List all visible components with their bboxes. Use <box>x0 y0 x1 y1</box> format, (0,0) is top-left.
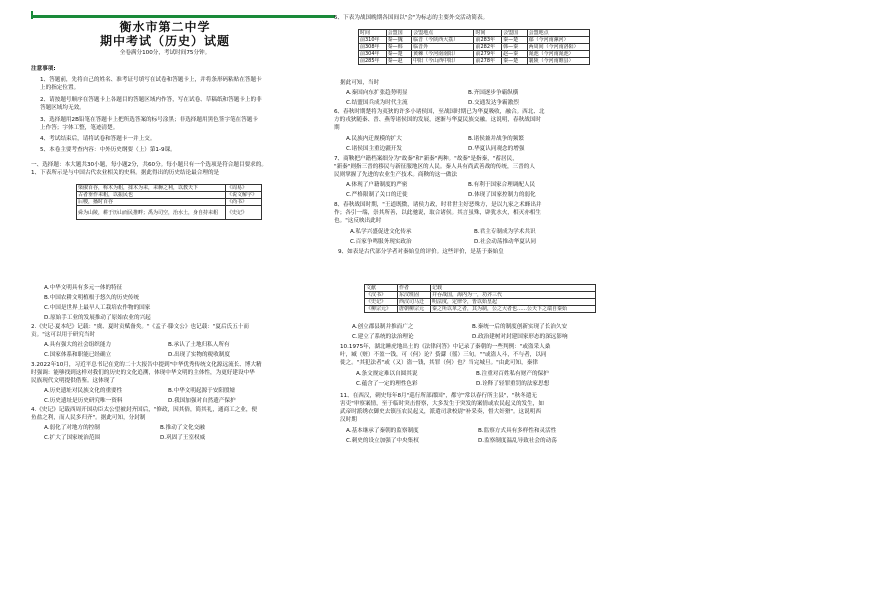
school-title: 衡水市第二中学 <box>119 20 211 34</box>
table-cell: 会盟地点 <box>412 30 474 37</box>
table-cell: 秦—楚 <box>502 58 528 65</box>
option-c: C.严格限制了关口的迁徙 <box>346 192 408 198</box>
question-10-cont: 叶，臧（赃）不盈一钱，可（何）论？赀繇（徭）三旬。""或盗人斗，不与者，以同 <box>340 352 547 358</box>
table-cell: 明法度，定律令，皆以始皇起 <box>431 299 596 306</box>
option-b: B.中华文明起源于安阳殷墟 <box>168 388 236 394</box>
question-8: 8、春秋战国时期，"王道既微，诸侯力政，时君世主好恶殊方，是以九家之术蜂出并 <box>334 202 542 208</box>
table-cell: 渑池（今河南渑池） <box>527 51 589 58</box>
question-6-cont: 期 <box>334 125 340 131</box>
option-b: B.监察方式具有多样性和灵活性 <box>478 428 557 434</box>
option-d: D.体现了国家控制力的弱化 <box>468 192 536 198</box>
exam-info: 全卷满分100分，考试时间75分钟。 <box>119 50 211 56</box>
table-row <box>359 37 590 44</box>
table-row <box>359 30 590 37</box>
table-cell: 前278年 <box>474 58 502 65</box>
notice-line: 5、本卷主要考查内容：中外历史纲要（上）第1-9课。 <box>40 147 176 153</box>
table-cell: 会盟国 <box>502 30 528 37</box>
table-cell: 《汉书》 <box>365 292 398 299</box>
option-a: A.民族内迁规模的扩大 <box>346 136 402 142</box>
option-b: B.中国农耕文明植根于悠久的历史传统 <box>44 295 140 301</box>
exam-title: 期中考试（历史）试题 <box>99 34 230 48</box>
question-6: 6、春秋时期楚将为夷狄的许多小诸侯国，至战国时期已为华夏吸收，融合。西北、北 <box>334 109 545 115</box>
option-d: D.原始手工业的发展推动了原始农业的兴起 <box>44 315 151 321</box>
table-cell: 前283年 <box>474 37 502 44</box>
table-cell: 前304年 <box>359 51 387 58</box>
table-cell: 舜为山陵，耕于历山而民推畔；禹为司空，治水土，身自持耒耜 <box>77 206 226 220</box>
option-c: C.百家争鸣服务现实政治 <box>350 239 412 245</box>
option-d: D.交通发达争霸激烈 <box>468 100 519 106</box>
option-a: A.具有强大的社会组织能力 <box>44 342 112 348</box>
question-7-cont: "新秦"则指三晋的移民与新征服地区的人民。秦人具有尚武善战的传统，三晋的人 <box>334 164 535 170</box>
question-9: 9、如表是古代部分学者对秦始皇的评价。这些评价，是基于秦始皇 <box>338 249 504 255</box>
question-11-cont: 害吏"审察案情，至于临时突击督察，大多发生于突发的案情或农民起义的发生，如 <box>340 401 544 407</box>
table-cell: 文献 <box>365 285 398 292</box>
table-q5 <box>358 29 590 65</box>
table-cell: 韩—秦 <box>502 44 528 51</box>
question-11-cont: 武帝时派绣衣御史去镇压农民起义，派遣司隶校尉"补采奏，督大奸猾"。这说明西 <box>340 409 541 415</box>
option-b: B.齐国逐步争霸纵横 <box>468 90 519 96</box>
table-cell: 前308年 <box>359 44 387 51</box>
table-cell: 会盟地点 <box>527 30 589 37</box>
option-a: A.中华文明具有多元一体的特征 <box>44 285 123 291</box>
table-cell: 会盟国 <box>386 30 412 37</box>
option-a: A.体现了户籍制度的严密 <box>346 182 408 188</box>
table-row <box>77 199 262 206</box>
table-row <box>365 285 596 292</box>
table-cell: 黄棘（今河南南阳） <box>412 51 474 58</box>
option-d: D.我国加强对自然遗产保护 <box>168 398 236 404</box>
notice-line: 3、选择题用2B铅笔在答题卡上把所选答案的标号涂黑；非选择题用黑色签字笔在答题卡 <box>40 117 258 123</box>
table-cell: 《柳宗元》 <box>365 306 398 313</box>
table-cell: 前279年 <box>474 51 502 58</box>
option-c: C.扩大了国家统治范围 <box>44 435 101 441</box>
table-cell: 中阳（今山西中阳） <box>412 58 474 65</box>
table-cell: 《尚书》 <box>226 199 262 206</box>
table-cell: 秦—韩 <box>386 44 412 51</box>
question-4: 4.《史记》记载西周开国功臣太公望被封齐国后，"修政，因其俗，简其礼，通商工之业，便 <box>31 407 258 413</box>
question-3-cont: 时强调：能够找到这样对我们的历史的文化追溯，体现中华文明的主体性，为更好建设中华 <box>31 370 255 376</box>
option-b: B.有利于国家合理调配人民 <box>468 182 536 188</box>
option-b: B.推动了文化交融 <box>160 425 205 431</box>
question-3: 3.2022年10月，习近平总书记在党的二十大报告中提到"中华优秀传统文化源远流长、博大精 <box>31 362 262 368</box>
table-cell: 鄢（今河南漯河） <box>527 37 589 44</box>
option-c: C.历史遗址是历史研究唯一资料 <box>44 398 123 404</box>
notice-line: 上的指定位置。 <box>40 85 80 91</box>
notice-title: 注意事项: <box>31 66 56 72</box>
option-a: A.创立郡县制并推而广之 <box>352 324 414 330</box>
top-bar <box>31 15 335 18</box>
table-cell: 东汉班固 <box>398 292 431 299</box>
question-2-cont: 贡。"这可以用于研究当时 <box>31 332 96 338</box>
table-cell: 唐朝柳宗元 <box>398 306 431 313</box>
option-a: A.秦国向东扩张趋势明显 <box>346 90 408 96</box>
question-1: 1、下表所示是与中国古代农业相关的史料。据此得出的历史结论最合理的是 <box>31 170 220 176</box>
table-cell: 《周易》 <box>226 185 262 192</box>
table-cell: 并吞战国，海内为一，功齐三代 <box>431 292 596 299</box>
table-cell: 西汉司马迁 <box>398 299 431 306</box>
notice-line: 答题区域均无效。 <box>40 105 85 111</box>
table-row <box>365 299 596 306</box>
table-cell: 《史记》 <box>365 299 398 306</box>
option-b: B.秦统一后的制度创新实现了长治久安 <box>472 324 568 330</box>
table-q1 <box>76 184 262 220</box>
table-cell: 作者 <box>398 285 431 292</box>
option-b: B.承认了土地归私人所有 <box>168 342 230 348</box>
option-c: C.建立了系统的法治理论 <box>352 334 414 340</box>
option-c: C.结盟国兵成为时代主流 <box>346 100 408 106</box>
table-q9 <box>364 284 596 313</box>
table-cell: 《说文解字》 <box>226 192 262 199</box>
option-d: D.社会动荡推动华夏认同 <box>474 239 537 245</box>
table-cell: 后稷，播时百谷 <box>77 199 226 206</box>
table-cell: 临晋（今陕西大荔） <box>412 37 474 44</box>
table-row <box>359 58 590 65</box>
question-8-cont: 也。"这反映出此时 <box>334 218 382 224</box>
table-row <box>359 51 590 58</box>
option-a: A.私学兴盛促进文化传承 <box>350 229 412 235</box>
option-b: B.君主专制成为学术共识 <box>474 229 536 235</box>
option-c: C.刺史的设立加强了中央集权 <box>346 438 419 444</box>
table-cell: 秦—魏 <box>386 37 412 44</box>
question-7-cont: 民则掌握了先进的农业生产技术。商鞅的这一做法 <box>334 172 458 178</box>
question-5: 5、下表为战国晚期各国间以"会"为标志的主要外交活动简表。 <box>334 15 489 21</box>
question-7: 7、商鞅把户籍档案细分为"故秦"和"新秦"两种。"故秦"是指秦，"蓄居民， <box>334 156 518 162</box>
table-cell: 时间 <box>359 30 387 37</box>
notice-line: 1、答题前，先将自己的姓名、准考证号填写在试卷和答题卡上，并将条形码粘贴在答题卡 <box>40 77 262 83</box>
notice-line: 4、考试结束后，请将试卷和答题卡一并上交。 <box>40 136 156 142</box>
notice-line: 上作答；字体工整，笔迹清楚。 <box>40 125 119 131</box>
table-cell: 前282年 <box>474 44 502 51</box>
table-cell: 前310年 <box>359 37 387 44</box>
question-8-cont: 作；各引一端，崇其所善，以此驰说，取合诸侯。其言虽殊，辟犹水火，相灭亦相生 <box>334 210 541 216</box>
option-d: D.巩固了王室权威 <box>160 435 206 441</box>
question-10: 10.1975年，湖北睡虎地出土的《法律问答》中记录了秦朝的一些判例："或盗采人桑 <box>340 344 551 350</box>
option-c: C.蕴含了一定的理性色彩 <box>356 381 418 387</box>
question-4-cont: 鱼盐之利，而人民多归齐"。据此可知，分封制 <box>31 415 146 421</box>
option-d: D.华夏认同观念的增强 <box>468 146 525 152</box>
table-row <box>365 306 596 313</box>
option-b: B.注重对百姓私有财产的保护 <box>476 371 549 377</box>
table-cell: 秦—楚 <box>386 51 412 58</box>
table-cell: 记载 <box>431 285 596 292</box>
option-c: C.国家体系和职能已经确立 <box>44 352 112 358</box>
table-cell: 襄陵（今河南睢县） <box>527 58 589 65</box>
option-c: C.诸侯国主重边疆开发 <box>346 146 403 152</box>
table-cell: 前285年 <box>359 58 387 65</box>
option-c: C.中国是世界上最早人工栽培农作物的国家 <box>44 305 151 311</box>
option-d: D.政治建树对封建国家形态的深远影响 <box>472 334 568 340</box>
table-cell: 梁俶百谷，称木为耜，揉木为耒，耒耨之利，以教天下 <box>77 185 226 192</box>
question-10-cont: 徙之。"其犯法者"或（又）盗一钱，其罪（何）也？当完城旦。"由此可知，秦律 <box>340 360 538 366</box>
option-a: A.弱化了对地方的控制 <box>44 425 100 431</box>
question-6-cont: 方的戎狄随秦、晋、燕等诸侯国的发展，逐渐与华夏民族交融。这说明，春秋战国时 <box>334 117 541 123</box>
table-row <box>77 192 262 199</box>
option-d: D.出现了实物的税收制度 <box>168 352 231 358</box>
table-cell: 赵—秦 <box>502 51 528 58</box>
option-a: A.历史遗址对民族文化的重要性 <box>44 388 123 394</box>
table-cell: 两周间（今河南洛阳） <box>527 44 589 51</box>
notice-line: 2、请按题号顺序在答题卡上各题目的答题区域内作答，写在试卷、草稿纸和答题卡上的非 <box>40 97 262 103</box>
section-heading: 一、选择题：本大题共30小题，每小题2分，共60分。每小题只有一个选项是符合题目要求的。 <box>31 162 267 168</box>
table-row <box>359 44 590 51</box>
option-d: D.诠释了轻罪重罚的法家思想 <box>476 381 550 387</box>
table-cell: 《史记》 <box>226 206 262 220</box>
question-11-cont: 汉时期 <box>340 417 357 423</box>
table-row <box>77 185 262 192</box>
option-a: A.基本继承了秦朝的监察制度 <box>346 428 419 434</box>
table-row <box>365 292 596 299</box>
option-d: D.监察制度温乱导致社会的动荡 <box>478 438 557 444</box>
table-cell: 古者垂作耒耜，以振民也 <box>77 192 226 199</box>
table-cell: 秦—赵 <box>386 58 412 65</box>
option-b: B.诸侯兼并战争的频繁 <box>468 136 524 142</box>
question-3-cont: 民族现代文明提供借鉴。这体现了 <box>31 378 115 384</box>
table-cell: 临晋外 <box>412 44 474 51</box>
question-2: 2.《史记·夏本纪》记载："虞、夏时贡赋备矣。"《孟子·滕文公》也记载："夏后氏五十而 <box>31 324 249 330</box>
question-11: 11、在西汉，刺史每年8月"巡行所部郡国"，都守"常以春行所主县"，"秋冬遣无 <box>340 393 537 399</box>
question-5-cont: 据此可知，当时 <box>340 80 380 86</box>
table-cell: 秦—楚 <box>502 37 528 44</box>
table-cell: 时间 <box>474 30 502 37</box>
table-row <box>77 206 262 220</box>
table-cell: 秦之所以革之者，其为制，公之大者也……公天下之端自秦始 <box>431 306 596 313</box>
option-a: A.条文规定难以自圆其说 <box>356 371 418 377</box>
